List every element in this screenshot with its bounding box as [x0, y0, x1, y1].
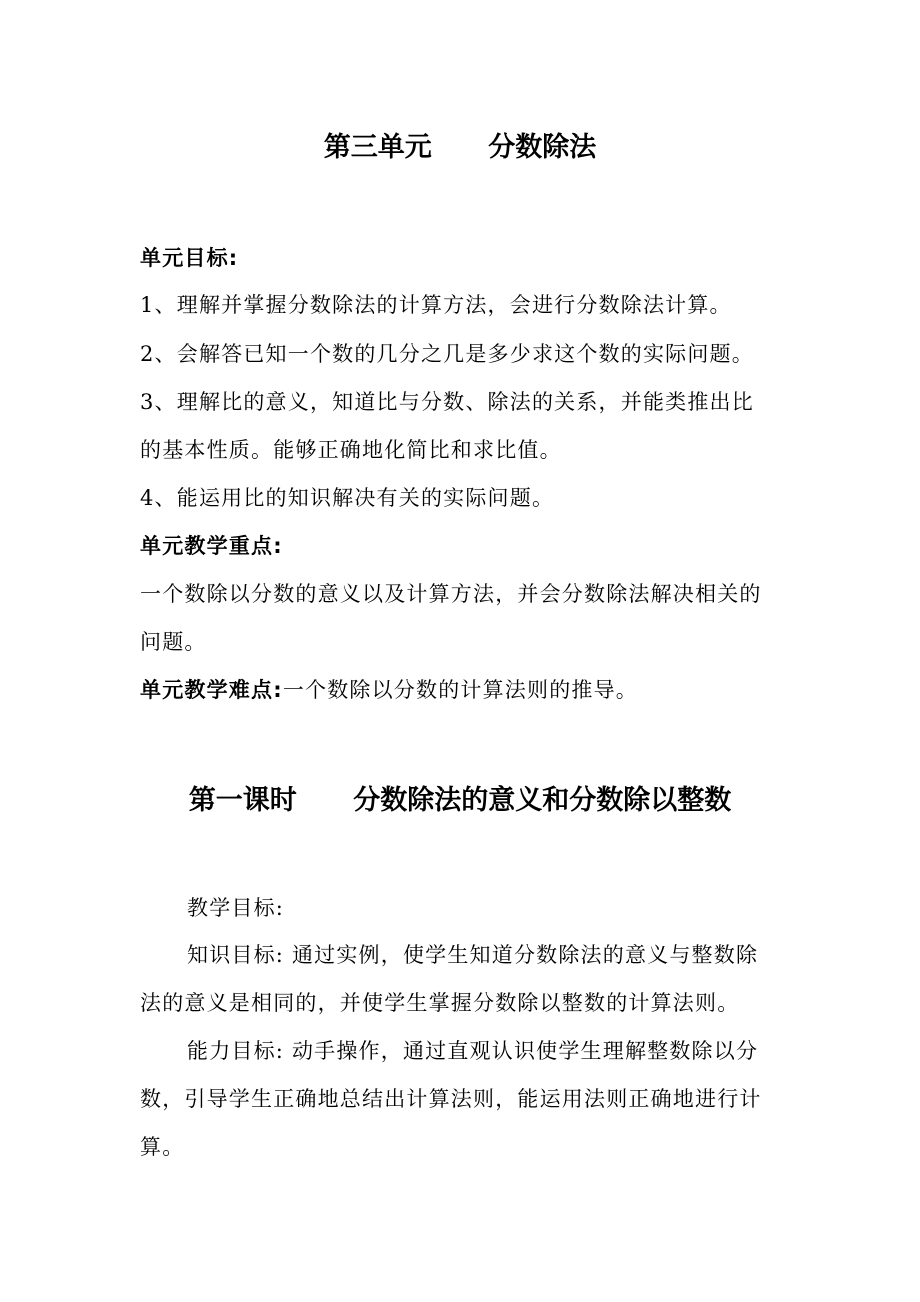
lesson-title: 第一课时 分数除法的意义和分数除以整数 [188, 785, 732, 816]
unit-goal-item: 3、理解比的意义，知道比与分数、除法的关系，并能类推出比 [140, 390, 754, 414]
key-points-text: 一个数除以分数的意义以及计算方法，并会分数除法解决相关的 [140, 582, 762, 606]
unit-goal-item: 2、会解答已知一个数的几分之几是多少求这个数的实际问题。 [140, 342, 754, 366]
difficulty-heading: 单元教学难点: [140, 678, 283, 702]
unit-title: 第三单元 分数除法 [323, 132, 597, 163]
unit-goal-item: 1、理解并掌握分数除法的计算方法，会进行分数除法计算。 [140, 293, 732, 317]
unit-goals-heading: 单元目标: [140, 246, 239, 270]
unit-goal-item: 4、能运用比的知识解决有关的实际问题。 [140, 486, 555, 510]
knowledge-goal-line: 知识目标: 通过实例，使学生知道分数除法的意义与整数除 [187, 943, 759, 967]
ability-goal-line: 能力目标: 动手操作，通过直观认识使学生理解整数除以分 [187, 1039, 759, 1063]
knowledge-goal-line: 法的意义是相同的，并使学生掌握分数除以整数的计算法则。 [140, 991, 740, 1015]
difficulty-paragraph [140, 675, 790, 705]
ability-goal-line: 算。 [140, 1135, 185, 1159]
unit-goal-item: 的基本性质。能够正确地化简比和求比值。 [140, 438, 562, 462]
key-points-heading: 单元教学重点: [140, 534, 283, 558]
difficulty-text: 一个数除以分数的计算法则的推导。 [282, 678, 639, 702]
lesson-goals-heading: 教学目标: [187, 896, 285, 920]
ability-goal-line: 数，引导学生正确地总结出计算法则，能运用法则正确地进行计 [140, 1087, 762, 1111]
key-points-text: 问题。 [140, 630, 207, 654]
